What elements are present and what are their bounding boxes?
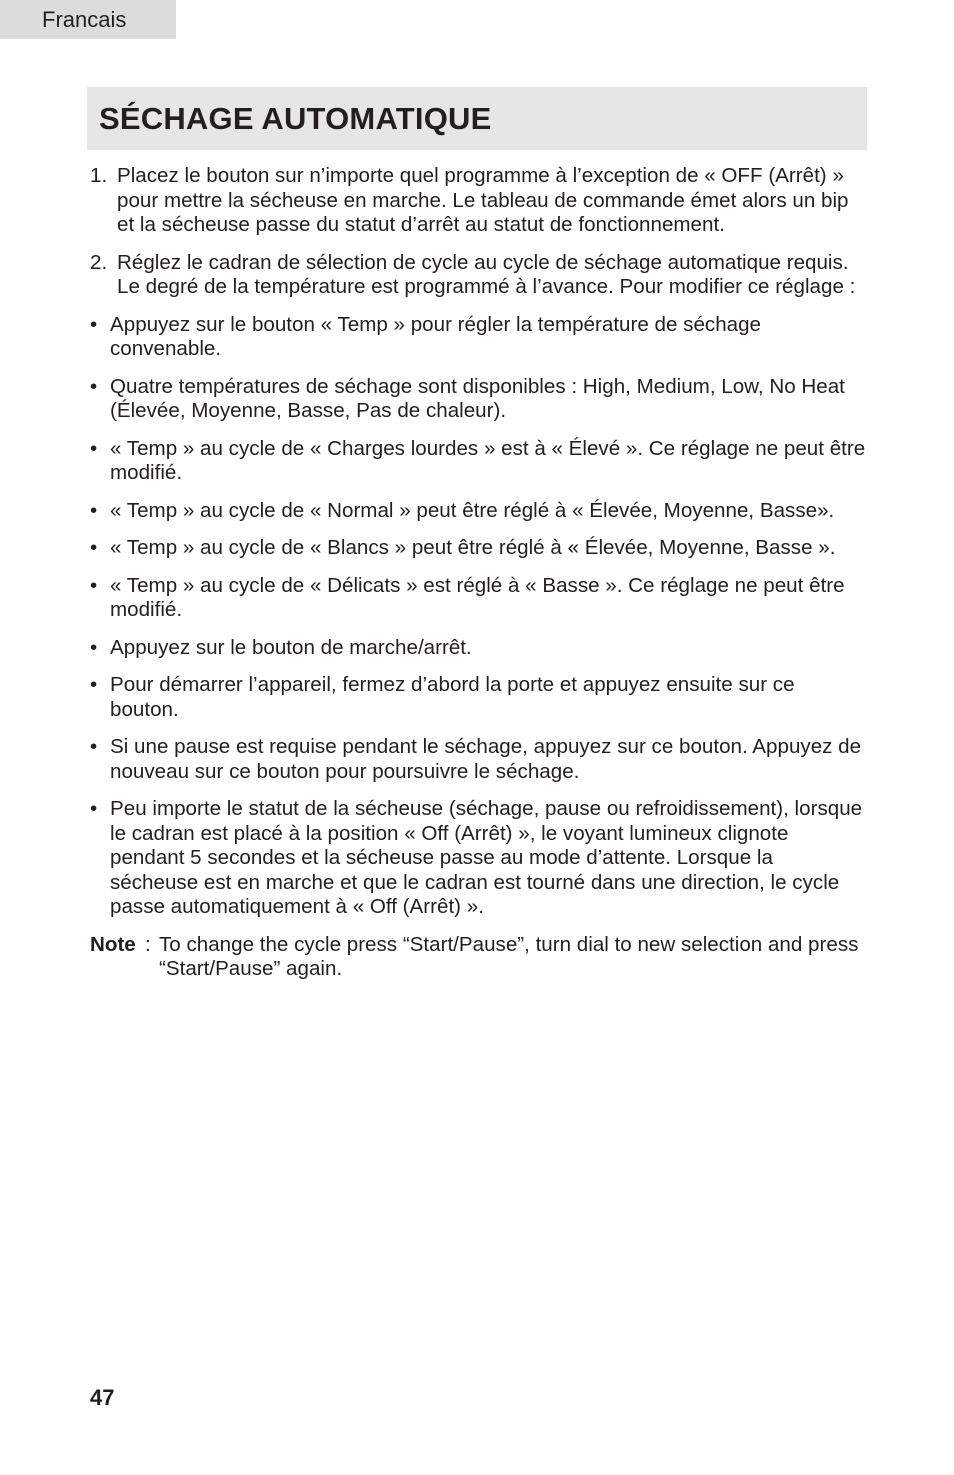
- page-number: 47: [90, 1385, 115, 1410]
- bullet-text: Pour démarrer l’appareil, fermez d’abord la porte et appuyez ensuite sur ce bouton.: [110, 673, 795, 721]
- step-text: Réglez le cadran de sélection de cycle au cycle de séchage automatique requis. Le degré de la température est programmé à l’avance. Pour modifier ce réglage :: [117, 250, 856, 298]
- bullet-text: Quatre températures de séchage sont disponibles : High, Medium, Low, No Heat (Élevée, Moyenne, Basse, Pas de chaleur).: [110, 374, 845, 422]
- section-title-bar: [87, 87, 867, 150]
- bullet-item: [90, 797, 866, 920]
- note-label: Note: [90, 932, 136, 956]
- instructions-body: [90, 164, 866, 982]
- bullet-icon: •: [90, 374, 98, 398]
- bullet-text: « Temp » au cycle de « Normal » peut être réglé à « Élevée, Moyenne, Basse».: [110, 498, 835, 522]
- bullet-icon: •: [90, 498, 98, 522]
- bullet-icon: •: [90, 536, 98, 559]
- language-tab: [0, 0, 176, 39]
- step-item: [90, 251, 866, 300]
- bullet-item: [90, 375, 866, 424]
- bullet-text: « Temp » au cycle de « Blancs » peut être réglé à « Élevée, Moyenne, Basse ».: [110, 536, 836, 559]
- bullet-item: [90, 735, 866, 784]
- bullet-text: Appuyez sur le bouton « Temp » pour régler la température de séchage convenable.: [110, 312, 762, 360]
- bullet-item: [90, 313, 866, 362]
- bullet-icon: •: [90, 573, 98, 597]
- bullet-icon: •: [90, 673, 98, 696]
- bullet-item: [90, 636, 866, 661]
- bullet-icon: •: [90, 797, 98, 820]
- step-item: [90, 164, 866, 238]
- bullet-item: [90, 536, 866, 561]
- bullet-item: [90, 499, 866, 524]
- bullet-icon: •: [90, 735, 98, 758]
- bullet-icon: •: [90, 312, 98, 336]
- step-text: Placez le bouton sur n’importe quel programme à l’exception de « OFF (Arrêt) » pour mettre la sécheuse en marche. Le tableau de commande émet alors un bip et la sécheuse passe du statut d’arrêt au statut de fonctionnement.: [117, 164, 849, 236]
- bullet-item: [90, 574, 866, 623]
- step-number: 2.: [90, 250, 108, 274]
- bullet-icon: •: [90, 436, 98, 460]
- bullet-text: Appuyez sur le bouton de marche/arrêt.: [110, 635, 472, 659]
- bullet-item: [90, 673, 866, 722]
- note-colon: :: [145, 932, 151, 956]
- bullet-item: [90, 437, 866, 486]
- section-title: SÉCHAGE AUTOMATIQUE: [99, 101, 492, 136]
- note: [90, 933, 866, 982]
- bullet-text: Si une pause est requise pendant le séchage, appuyez sur ce bouton. Appuyez de nouveau sur ce bouton pour poursuivre le séchage.: [110, 735, 862, 783]
- step-number: 1.: [90, 164, 108, 187]
- bullet-icon: •: [90, 635, 98, 659]
- bullet-text: Peu importe le statut de la sécheuse (séchage, pause ou refroidissement), lorsque le cadran est placé à la position « Off (Arrêt) », le voyant lumineux clignote pendant 5 secondes et la sécheuse passe au mode d’attente. Lorsque la sécheuse est en marche et que le cadran est tourné dans une direction, le cycle passe automatiquement à « Off (Arrêt) ».: [110, 797, 863, 918]
- language-tab-label: Francais: [42, 7, 127, 32]
- bullet-text: « Temp » au cycle de « Charges lourdes » est à « Élevé ». Ce réglage ne peut être modifié.: [110, 436, 866, 484]
- note-text: To change the cycle press “Start/Pause”, turn dial to new selection and press “Start/Pause” again.: [159, 932, 859, 980]
- bullet-text: « Temp » au cycle de « Délicats » est réglé à « Basse ». Ce réglage ne peut être modifié.: [110, 573, 845, 621]
